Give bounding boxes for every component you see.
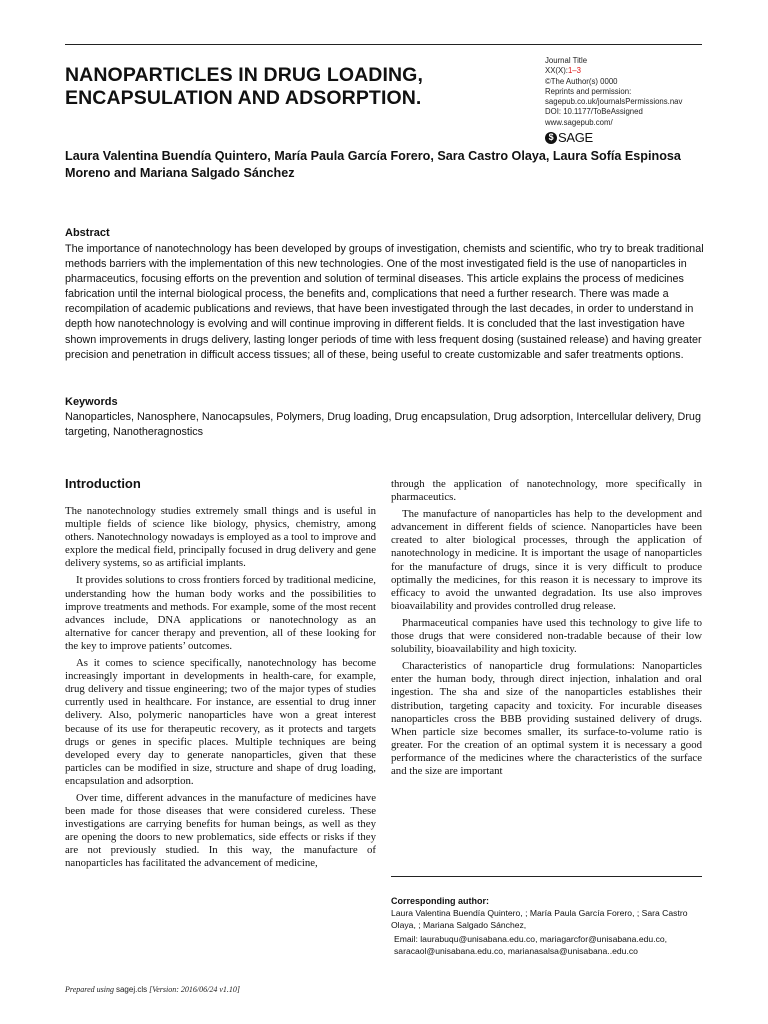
abstract-heading: Abstract: [65, 227, 110, 239]
paper-title: NANOPARTICLES IN DRUG LOADING, ENCAPSULATION AND ADSORPTION.: [65, 64, 423, 109]
sage-logo-text: SAGE: [558, 130, 593, 146]
corresponding-rule: [391, 876, 702, 877]
paragraph: Characteristics of nanoparticle drug formulations: Nanoparticles enter the human body, through direct injection, inhalation and oral ingestion. The sha and size of the nanoparticles establishes their distribution, targeting capacity and toxicity. For incurable diseases nanoparticles cross the BBB providing sustained delivery of drugs. When particle size becomes smaller, its surface-to-volume ratio is greater. For the creation of an optimal system it is necessary a good performance of the medicines where the characteristics of the surface and the size are important: [391, 660, 702, 777]
keywords-heading: Keywords: [65, 396, 118, 408]
paragraph: It provides solutions to cross frontiers forced by traditional medicine, understanding how the human body works and the possibilities to improve treatments and methods. For example, some of the most recent advances include, DNA applications or nanotechnology as an alternative for cancer therapy and prevention, all of these looking for the key to improve patients’ outcomes.: [65, 574, 376, 652]
footer-prefix: Prepared using: [65, 985, 114, 994]
paragraph: Over time, different advances in the manufacture of medicines have been made for those diseases that were considered cureless. These investigations are carrying benefits for human beings, as well as they are opening the doors to new problematics, side effects or risks if they are not previously studied. In this way, the manufacture of nanoparticles has facilitated the advancement of medicine,: [65, 791, 376, 870]
abstract-text: The importance of nanotechnology has been developed by groups of investigation, chemists and scientific, who try to break traditional methods barriers with the implementation of this new technologies. One of the most investigated field is the use of nanoparticles in pharmaceutics, focusing efforts on the prevention and solution of terminal diseases. This article explains the process of medicines fabrication until the internal biological process, the benefits and, complications that need a further research. There was made a recompilation of academic publications and reviews, that have been investigated through the last decades, in order to understand in depth how nanotechnology is evolving and will continue improving in different fields. It is concluded that the last investigation have shown improvements in drugs delivery, lasting longer periods of time with less frequent dosing (sustained release) and having greater precision and penetration in difficult access tissues; all of these, being useful to create customizable and safer treatments options.: [65, 243, 704, 361]
paragraph: Pharmaceutical companies have used this technology to give life to those drugs that were considered non-tradable because of their low solubility, bioavailability and high toxicity.: [391, 616, 702, 656]
journal-doi[interactable]: DOI: 10.1177/ToBeAssigned: [545, 107, 643, 117]
footer-tool: sagej.cls: [115, 985, 148, 994]
author-list: Laura Valentina Buendía Quintero, María Paula García Forero, Sara Castro Olaya, Laura Sofía Espinosa Moreno and Mariana Salgado Sánchez: [65, 149, 681, 180]
page-footer: [65, 985, 240, 994]
footer-version: [Version: 2016/06/24 v1.10]: [149, 985, 240, 994]
paragraph: As it comes to science specifically, nanotechnology has become increasingly important in developments in health-care, for example, drug delivery and tissue engineering; two of the major types of studies currently used in healthcare. For instance, are essential to drug inner delivery. Also, polymeric nanoparticles have won a great interest because of its use for therapeutic recovery, as it protects and targets drugs or genes in specific places. Multiple techniques are being developed every day to generate nanoparticles, given that these particles can be modified in size, structure and shape of drug loading, encapsulation and adsorption.: [65, 657, 376, 787]
corresponding-names: Laura Valentina Buendía Quintero, ; María Paula García Forero, ; Sara Castro Olaya, ; Mariana Salgado Sánchez,: [391, 907, 688, 930]
journal-website[interactable]: www.sagepub.com/: [545, 117, 613, 127]
introduction-heading: Introduction: [65, 476, 141, 491]
top-rule: [65, 44, 702, 45]
sage-logo-icon: $: [545, 132, 557, 144]
journal-copyright: ©The Author(s) 0000: [545, 76, 618, 86]
keywords-text: Nanoparticles, Nanosphere, Nanocapsules, Polymers, Drug loading, Drug encapsulation, Drug adsorption, Intercellular delivery, Drug targeting, Nanotheragnostics: [65, 411, 701, 438]
corresponding-author-block: [391, 896, 709, 958]
journal-info: [545, 56, 725, 145]
paragraph: through the application of nanotechnology, more specifically in pharmaceutics.: [391, 478, 702, 504]
journal-reprints-url[interactable]: sagepub.co.uk/journalsPermissions.nav: [545, 97, 683, 107]
corresponding-email-line1[interactable]: Email: laurabuqu@unisabana.edu.co, mariagarcfor@unisabana.edu.co,: [394, 934, 668, 945]
corresponding-email-line2[interactable]: saracaol@unisabana.edu.co, marianasalsa@unisabana..edu.co: [394, 946, 638, 957]
journal-volume: XX(X):1–3: [545, 66, 581, 76]
journal-pages: 1–3: [567, 66, 581, 76]
journal-title: Journal Title: [545, 56, 588, 65]
sage-logo: [545, 130, 725, 145]
paragraph: The nanotechnology studies extremely small things and is useful in multiple fields of science like biology, physics, chemistry, among others. Nanotechnology nowadays is employed as a tool to improve and explore the medical field, principally focused in drug delivery and gene delivery systems, so as artificial implants.: [65, 505, 376, 570]
journal-reprints: Reprints and permission:: [545, 86, 632, 96]
corresponding-heading: Corresponding author:: [391, 896, 489, 906]
right-column: [391, 478, 702, 782]
left-column: [65, 476, 376, 875]
paragraph: The manufacture of nanoparticles has help to the development and advancement in different fields of science. Nanoparticles have been created to alter biological processes, through the application of nanotechnology in medicine. It is important the usage of nanoparticles for the manufacture of drugs, since it is very difficult to produce optimally the medicines, for this reason it is necessary to improve its efficacy to avoid the unwanted degradation. Its use also improves bioavailability and provides controlled drug release.: [391, 508, 702, 612]
